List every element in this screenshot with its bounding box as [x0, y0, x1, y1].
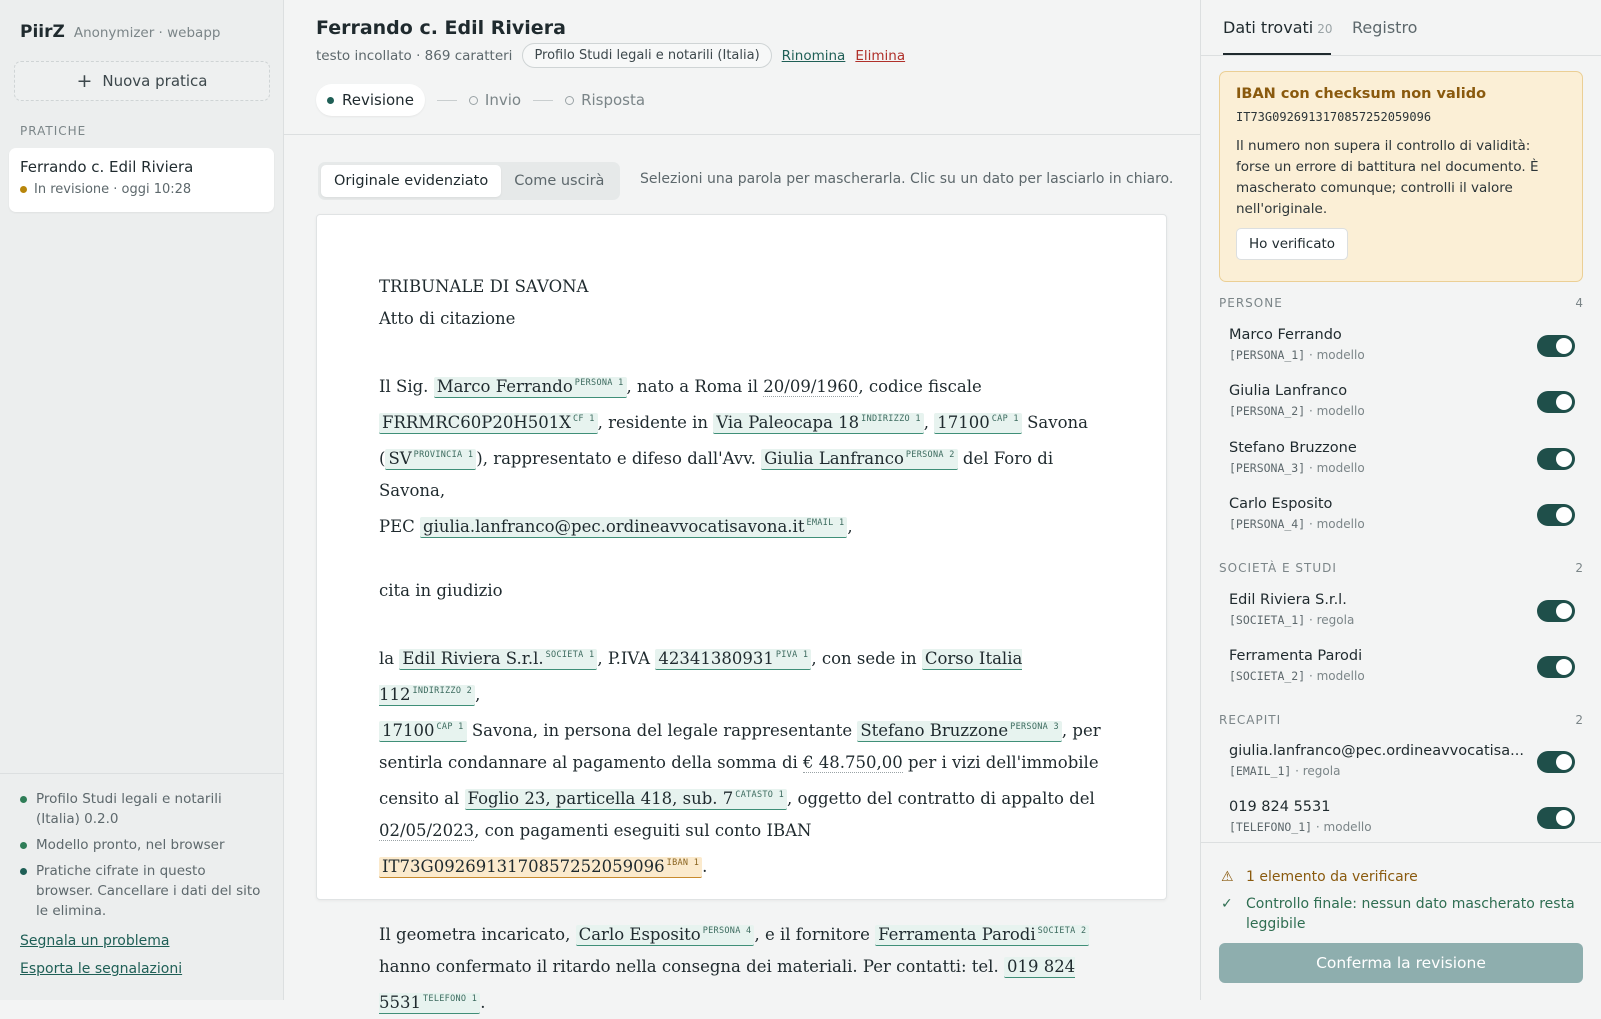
mask-toggle[interactable]	[1537, 600, 1575, 622]
status-dot-icon	[20, 186, 27, 193]
list-item: Edil Riviera S.r.l. [SOCIETA_1] · regola	[1229, 592, 1575, 642]
plus-icon: +	[76, 69, 93, 92]
panel-tabs	[1201, 0, 1601, 56]
tab-log[interactable]: Registro	[1352, 18, 1418, 37]
group-companies-header: SOCIETÀ E STUDI 2	[1219, 561, 1583, 575]
entity-person[interactable]: Carlo Esposito $^{PERSONA 4}$	[576, 925, 755, 946]
pending-notice: ⚠ 1 elemento da verificare	[1221, 869, 1418, 885]
doc-type: Atto di citazione	[379, 309, 516, 328]
entity-company[interactable]: Edil Riviera S.r.l. $^{SOCIETA 1}$	[399, 649, 597, 670]
case-status: In revisione · oggi 10:28	[34, 182, 192, 197]
entity-person[interactable]: Giulia Lanfranco $^{PERSONA 2}$	[761, 449, 958, 470]
doc-paragraph-3: la Edil Riviera S.r.l. $^{SOCIETA 1}$ , P.IVA 42341380931 $^{PIVA 1}$ , con sede in Corso Italia 112 $^{INDIRIZZO 2}$ , 17100 $^{CAP 1}$ Savona, in persona del legale rappresentante Stefano Bruzzone $^{PERSONA 3}$ , per sentirla condannare al pagamento della somma di € 48.750,00 per i vizi dell'immobile censito al Foglio 23, particella 418, sub. 7 $^{CATASTO 1}$ , oggetto del contratto di appalto del 02/05/2023, con pagamenti eseguiti sul conto IBAN IT73G0926913170857252059096 $^{IBAN 1}$ .	[379, 649, 1101, 876]
warning-triangle-icon: ⚠	[1221, 869, 1234, 885]
entity-person[interactable]: Marco Ferrando $^{PERSONA 1}$	[434, 377, 627, 398]
pending-step-circle-icon	[565, 96, 574, 105]
step-review[interactable]: Revisione	[316, 84, 425, 116]
document-view	[316, 214, 1167, 1012]
mask-toggle[interactable]	[1537, 448, 1575, 470]
step-response[interactable]: Risposta	[565, 91, 645, 109]
doc-paragraph-2: cita in giudizio	[379, 581, 503, 600]
new-case-button[interactable]	[14, 61, 270, 101]
entity-postcode[interactable]: 17100 $^{CAP 1}$	[379, 721, 467, 742]
doc-paragraph-1: Il Sig. Marco Ferrando $^{PERSONA 1}$ , nato a Roma il 20/09/1960, codice fiscale FRRMRC60P20H501X $^{CF 1}$ , residente in Via Paleocapa 18 $^{INDIRIZZO 1}$ , 17100 $^{CAP 1}$ Savona ( SV $^{PROVINCIA 1}$ ), rappresentato e difeso dall'Avv. Giulia Lanfranco $^{PERSONA 2}$ del Foro di Savona, PEC giulia.lanfranco@pec.ordineavvocatisavona.it $^{EMAIL 1}$ ,	[379, 377, 1088, 536]
list-item: Stefano Bruzzone [PERSONA_3] · modello	[1229, 440, 1575, 490]
findings-list[interactable]	[1201, 56, 1601, 842]
case-meta	[20, 182, 263, 197]
step-send[interactable]: Invio	[469, 91, 521, 109]
group-contacts-header: RECAPITI 2	[1219, 713, 1583, 727]
alert-title: IBAN con checksum non valido	[1236, 86, 1487, 102]
sidebar-footer	[0, 773, 284, 977]
found-count: 20	[1317, 22, 1333, 36]
active-tab-indicator	[1223, 53, 1331, 55]
case-title: Ferrando c. Edil Riviera	[20, 158, 194, 176]
entity-phone[interactable]: 019 824 5531 $^{TELEFONO 1}$	[379, 957, 1076, 1012]
mask-toggle[interactable]	[1537, 391, 1575, 413]
check-circle-icon: ✓	[1221, 896, 1233, 912]
step-divider	[437, 100, 457, 101]
header-meta	[316, 43, 905, 68]
list-item: giulia.lanfranco@pec.ordineavvocatisa... [EMAIL_1] · regola	[1229, 743, 1575, 793]
main-area	[284, 0, 1200, 1012]
report-problem-link[interactable]: Segnala un problema	[20, 933, 170, 949]
confirm-review-button[interactable]: Conferma la revisione	[1219, 943, 1583, 983]
brand-subtitle: Anonymizer · webapp	[73, 25, 221, 41]
doc-court: TRIBUNALE DI SAVONA	[379, 277, 589, 296]
source-info: testo incollato · 869 caratteri	[316, 47, 513, 64]
instruction-hint: Selezioni una parola per mascherarla. Clic su un dato per lasciarlo in chiaro.	[640, 171, 1174, 187]
list-item: Carlo Esposito [PERSONA_4] · modello	[1229, 496, 1575, 546]
tab-original-highlighted[interactable]: Originale evidenziato	[321, 165, 501, 197]
delete-link[interactable]: Elimina	[855, 47, 906, 64]
findings-panel	[1200, 0, 1600, 1000]
pending-step-circle-icon	[469, 96, 478, 105]
entity-email[interactable]: giulia.lanfranco@pec.ordineavvocatisavona.it $^{EMAIL 1}$	[420, 517, 847, 538]
page-header	[284, 0, 1200, 135]
entity-tax-code[interactable]: FRRMRC60P20H501X $^{CF 1}$	[379, 413, 598, 434]
list-item: Giulia Lanfranco [PERSONA_2] · modello	[1229, 383, 1575, 433]
doc-paragraph-4: Il geometra incaricato, Carlo Esposito $^{PERSONA 4}$ , e il fornitore Ferramenta Parodi $^{SOCIETA 2}$ hanno confermato il ritardo nella consegna dei materiali. Per contatti: tel. 019 824 5531 $^{TELEFONO 1}$ .	[379, 915, 1106, 1019]
export-reports-link[interactable]: Esporta le segnalazioni	[20, 961, 183, 977]
panel-footer	[1201, 842, 1601, 1000]
sidebar	[0, 0, 284, 1000]
status-dot-icon	[20, 868, 27, 875]
date-of-birth[interactable]: 20/09/1960	[763, 377, 859, 396]
profile-badge: Profilo Studi legali e notarili (Italia)	[522, 43, 771, 68]
status-profile: Profilo Studi legali e notarili (Italia) 0.2.0	[20, 789, 264, 829]
status-storage: Pratiche cifrate in questo browser. Cancellare i dati del sito le elimina.	[20, 861, 264, 921]
entity-address[interactable]: Via Paleocapa 18 $^{INDIRIZZO 1}$	[713, 413, 923, 434]
view-toggle	[318, 162, 620, 200]
mask-toggle[interactable]	[1537, 504, 1575, 526]
cases-section-label: PRATICHE	[20, 124, 87, 138]
new-case-label: Nuova pratica	[102, 72, 208, 90]
case-item[interactable]	[9, 148, 274, 212]
contract-date[interactable]: 02/05/2023	[379, 821, 475, 840]
entity-iban-warning[interactable]: IT73G0926913170857252059096 $^{IBAN 1}$	[379, 857, 702, 878]
entity-postcode[interactable]: 17100 $^{CAP 1}$	[934, 413, 1022, 434]
entity-cadastre[interactable]: Foglio 23, particella 418, sub. 7 $^{CATASTO 1}$	[465, 789, 788, 810]
brand	[20, 22, 220, 42]
rename-link[interactable]: Rinomina	[781, 47, 846, 64]
status-model: Modello pronto, nel browser	[20, 835, 264, 855]
verified-button[interactable]: Ho verificato	[1236, 228, 1348, 260]
list-item: 019 824 5531 [TELEFONO_1] · modello	[1229, 799, 1575, 849]
iban-warning-alert	[1219, 71, 1583, 282]
mask-toggle[interactable]	[1537, 335, 1575, 357]
mask-toggle[interactable]	[1537, 751, 1575, 773]
page-title: Ferrando c. Edil Riviera	[316, 17, 566, 39]
group-persons-header: PERSONE 4	[1219, 296, 1583, 310]
entity-company[interactable]: Ferramenta Parodi $^{SOCIETA 2}$	[875, 925, 1089, 946]
mask-toggle[interactable]	[1537, 656, 1575, 678]
amount[interactable]: € 48.750,00	[803, 753, 903, 772]
entity-address[interactable]: Corso Italia 112 $^{INDIRIZZO 2}$	[379, 649, 1023, 704]
tab-found-data[interactable]: Dati trovati 20	[1223, 18, 1333, 37]
entity-province[interactable]: SV $^{PROVINCIA 1}$	[385, 449, 476, 470]
list-item: Ferramenta Parodi [SOCIETA_2] · modello	[1229, 648, 1575, 698]
alert-code: IT73G0926913170857252059096	[1236, 110, 1432, 124]
final-check-notice: ✓ Controllo finale: nessun dato mascherato resta leggibile	[1221, 896, 1575, 932]
status-dot-icon	[20, 842, 27, 849]
mask-toggle[interactable]	[1537, 807, 1575, 829]
active-step-dot-icon	[327, 97, 334, 104]
step-divider	[533, 100, 553, 101]
list-item: Marco Ferrando [PERSONA_1] · modello	[1229, 327, 1575, 377]
entity-vat[interactable]: 42341380931 $^{PIVA 1}$	[655, 649, 811, 670]
entity-person[interactable]: Stefano Bruzzone $^{PERSONA 3}$	[857, 721, 1062, 742]
brand-name: PiirZ	[20, 22, 65, 42]
status-dot-icon	[20, 796, 27, 803]
tab-output-preview[interactable]: Come uscirà	[514, 173, 605, 189]
workflow-steps	[316, 84, 645, 116]
alert-text: Il numero non supera il controllo di validità: forse un errore di battitura nel documento. È mascherato comunque; controlli il valore nell'originale.	[1236, 138, 1539, 217]
